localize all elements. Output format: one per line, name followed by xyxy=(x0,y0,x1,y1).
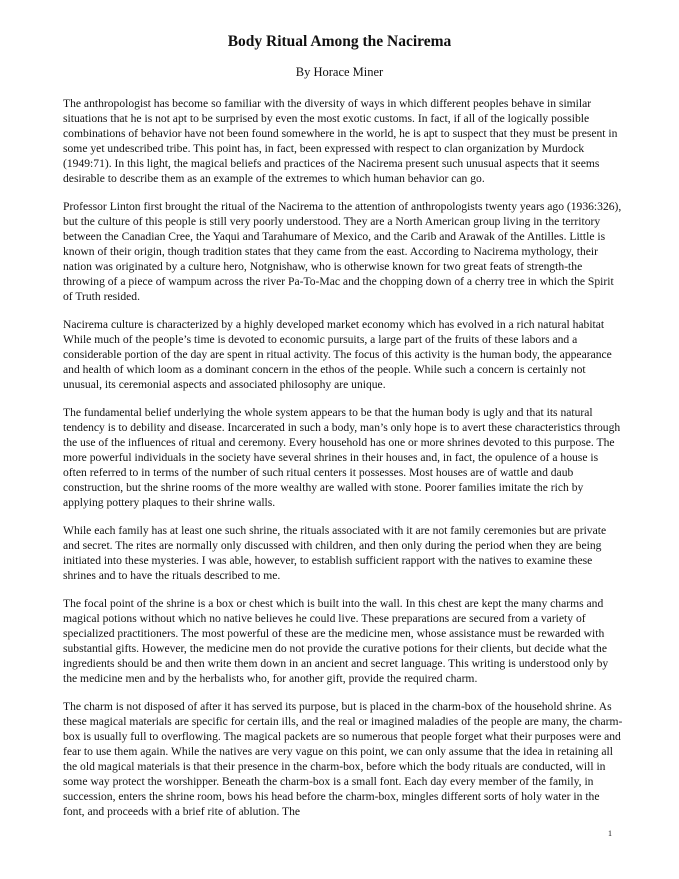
paragraph: The focal point of the shrine is a box or chest which is built into the wall. In this chest are kept the many charms and magical potions without which no native believes he could live. These preparations are secured from a variety of specialized practitioners. The most powerful of these are the medicine men, whose assistance must be rewarded with substantial gifts. However, the medicine men do not provide the curative potions for their clients, but decide what the ingredients should be and then write them down in an ancient and secret language. This writing is understood only by the medicine men and by the herbalists who, for another gift, provide the required charm. xyxy=(63,597,609,685)
paragraph: Professor Linton first brought the ritual of the Nacirema to the attention of anthropologists twenty years ago (1936:326), but the culture of this people is still very poorly understood. They are a North American group living in the territory between the Canadian Cree, the Yaqui and Tarahumare of Mexico, and the Carib and Arawak of the Antilles. Little is known of their origin, though tradition states that they came from the east. According to Nacirema mythology, their nation was originated by a culture hero, Notgnishaw, who is otherwise known for two great feats of strength-the throwing of a piece of wampum across the river Pa-To-Mac and the chopping down of a cherry tree in which the Spirit of Truth resided. xyxy=(63,200,622,303)
document-author: By Horace Miner xyxy=(295,65,384,79)
page-number: 1 xyxy=(608,829,612,838)
paragraph: The fundamental belief underlying the whole system appears to be that the human body is ugly and that its natural tendency is to debility and disease. Incarcerated in such a body, man’s only hope is to avert these characteristics through the use of the influences of ritual and ceremony. Every household has one or more shrines devoted to this purpose. The more powerful individuals in the society have several shrines in their houses and, in fact, the opulence of a house is often referred to in terms of the number of such ritual centers it possesses. Most houses are of wattle and daub construction, but the shrine rooms of the more wealthy are walled with stone. Poorer families imitate the rich by applying pottery plaques to their shrine walls. xyxy=(63,406,621,509)
document-body xyxy=(63,96,623,832)
paragraph: Nacirema culture is characterized by a highly developed market economy which has evolved in a rich natural habitat While much of the people’s time is devoted to economic pursuits, a large part of the fruits of these labors and a considerable portion of the day are spent in ritual activity. The focus of this activity is the human body, the appearance and health of which loom as a dominant concern in the ethos of the people. While such a concern is certainly not unusual, its ceremonial aspects and associated philosophy are unique. xyxy=(63,318,612,391)
paragraph: The charm is not disposed of after it has served its purpose, but is placed in the charm-box of the household shrine. As these magical materials are specific for certain ills, and the real or imagined maladies of the people are many, the charm-box is usually full to overflowing. The magical packets are so numerous that people forget what their purposes were and fear to use them again. While the natives are very vague on this point, we can only assume that the idea in retaining all the old magical materials is that their presence in the charm-box, before which the body rituals are conducted, will in some way protect the worshipper. Beneath the charm-box is a small font. Each day every member of the family, in succession, enters the shrine room, bows his head before the charm-box, mingles different sorts of holy water in the font, and proceeds with a brief rite of ablution. The xyxy=(63,700,623,818)
document-title: Body Ritual Among the Nacirema xyxy=(227,33,452,50)
paragraph: While each family has at least one such shrine, the rituals associated with it are not family ceremonies but are private and secret. The rites are normally only discussed with children, and then only during the period when they are being initiated into these mysteries. I was able, however, to establish sufficient rapport with the natives to examine these shrines and to have the rituals described to me. xyxy=(63,524,607,582)
paragraph: The anthropologist has become so familiar with the diversity of ways in which different peoples behave in similar situations that he is not apt to be surprised by even the most exotic customs. In fact, if all of the logically possible combinations of behavior have not been found somewhere in the world, he is apt to suspect that they must be present in some yet undescribed tribe. This point has, in fact, been expressed with respect to clan organization by Murdock (1949:71). In this light, the magical beliefs and practices of the Nacirema present such unusual aspects that it seems desirable to describe them as an example of the extremes to which human behavior can go. xyxy=(63,97,618,185)
